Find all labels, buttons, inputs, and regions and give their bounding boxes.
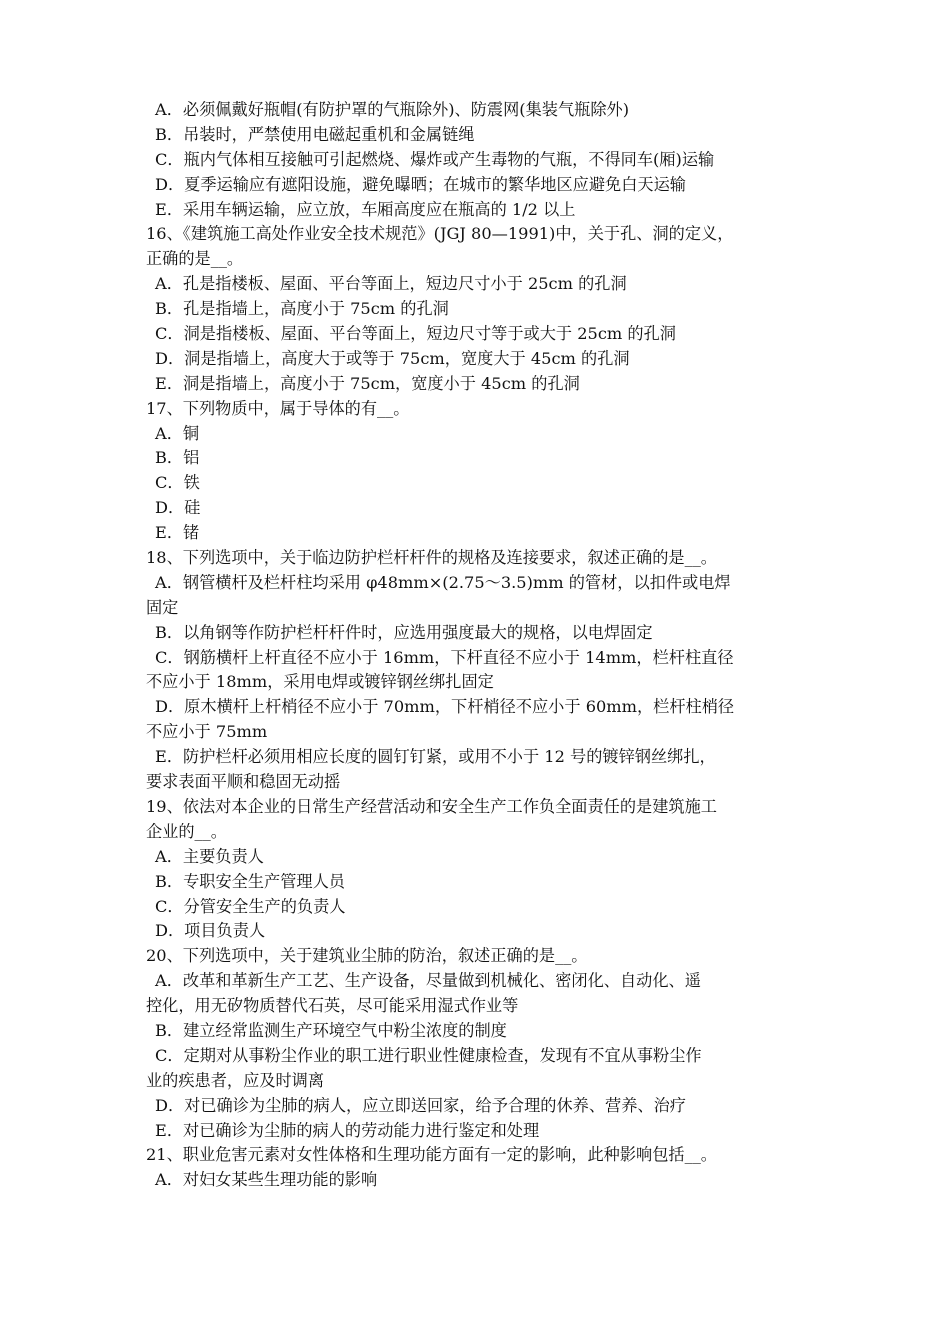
question-17: 17、下列物质中，属于导体的有__。 [146,398,410,418]
option-line: C．洞是指楼板、屋面、平台等面上，短边尺寸等于或大于 25cm 的孔洞 [155,324,676,344]
option-line: C．钢筋横杆上杆直径不应小于 16mm，下杆直径不应小于 14mm，栏杆柱直径 [155,647,734,667]
option-line: B．建立经常监测生产环境空气中粉尘浓度的制度 [155,1020,507,1040]
option-line: E．采用车辆运输，应立放，车厢高度应在瓶高的 1/2 以上 [155,199,576,219]
option-line: E．锗 [155,523,200,543]
option-line: D．原木横杆上杆梢径不应小于 70mm，下杆梢径不应小于 60mm，栏杆柱梢径 [155,697,735,717]
option-line: B．孔是指墙上，高度小于 75cm 的孔洞 [155,299,449,319]
option-line: E．对已确诊为尘肺的病人的劳动能力进行鉴定和处理 [155,1120,540,1140]
question-16: 16、《建筑施工高处作业安全技术规范》(JGJ 80—1991)中，关于孔、洞的定义， [146,224,734,244]
option-line: E．防护栏杆必须用相应长度的圆钉钉紧，或用不小于 12 号的镀锌钢丝绑扎， [155,747,716,767]
option-line: A．钢管横杆及栏杆柱均采用 φ48mm×(2.75～3.5)mm 的管材，以扣件或电焊 [155,572,731,592]
question-continuation: 正确的是__。 [146,249,244,269]
option-line: A．必须佩戴好瓶帽(有防护罩的气瓶除外)、防震网(集装气瓶除外) [155,100,630,119]
option-continuation: 固定 [146,597,179,617]
question-18: 18、下列选项中，关于临边防护栏杆杆件的规格及连接要求，叙述正确的是__。 [146,548,717,568]
question-21: 21、职业危害元素对女性体格和生理功能方面有一定的影响，此种影响包括__。 [146,1145,717,1165]
option-continuation: 控化，用无矽物质替代石英，尽可能采用湿式作业等 [146,996,519,1016]
option-line: D．硅 [155,498,201,518]
document-page [146,98,810,1193]
option-line: A．改革和革新生产工艺、生产设备，尽量做到机械化、密闭化、自动化、遥 [155,971,701,991]
option-line: E．洞是指墙上，高度小于 75cm，宽度小于 45cm 的孔洞 [155,373,580,393]
option-line: B．铝 [155,448,200,468]
option-line: D．夏季运输应有遮阳设施，避免曝晒；在城市的繁华地区应避免白天运输 [155,174,686,194]
question-20: 20、下列选项中，关于建筑业尘肺的防治，叙述正确的是__。 [146,946,588,966]
option-line: C．铁 [155,473,200,493]
option-line: D．对已确诊为尘肺的病人，应立即送回家，给予合理的休养、营养、治疗 [155,1095,686,1115]
option-continuation: 不应小于 18mm，采用电焊或镀锌钢丝绑扎固定 [146,672,494,692]
option-line: C．分管安全生产的负责人 [155,896,346,916]
option-line: B．以角钢等作防护栏杆杆件时，应选用强度最大的规格，以电焊固定 [155,622,653,642]
option-continuation: 要求表面平顺和稳固无动摇 [146,772,341,792]
option-line: C．瓶内气体相互接触可引起燃烧、爆炸或产生毒物的气瓶，不得同车(厢)运输 [155,149,715,169]
option-line: D．项目负责人 [155,921,266,941]
option-line: A．铜 [155,423,200,443]
option-line: B．专职安全生产管理人员 [155,871,345,891]
option-continuation: 业的疾患者，应及时调离 [146,1070,325,1090]
option-line: A．主要负责人 [155,846,264,866]
option-line: C．定期对从事粉尘作业的职工进行职业性健康检查，发现有不宜从事粉尘作 [155,1045,702,1065]
option-line: A．对妇女某些生理功能的影响 [155,1170,378,1190]
option-line: D．洞是指墙上，高度大于或等于 75cm，宽度大于 45cm 的孔洞 [155,348,630,368]
question-19: 19、依法对本企业的日常生产经营活动和安全生产工作负全面责任的是建筑施工 [146,796,717,816]
question-continuation: 企业的__。 [146,821,227,841]
option-continuation: 不应小于 75mm [146,722,268,742]
option-line: B．吊装时，严禁使用电磁起重机和金属链绳 [155,124,475,144]
option-line: A．孔是指楼板、屋面、平台等面上，短边尺寸小于 25cm 的孔洞 [155,274,627,294]
